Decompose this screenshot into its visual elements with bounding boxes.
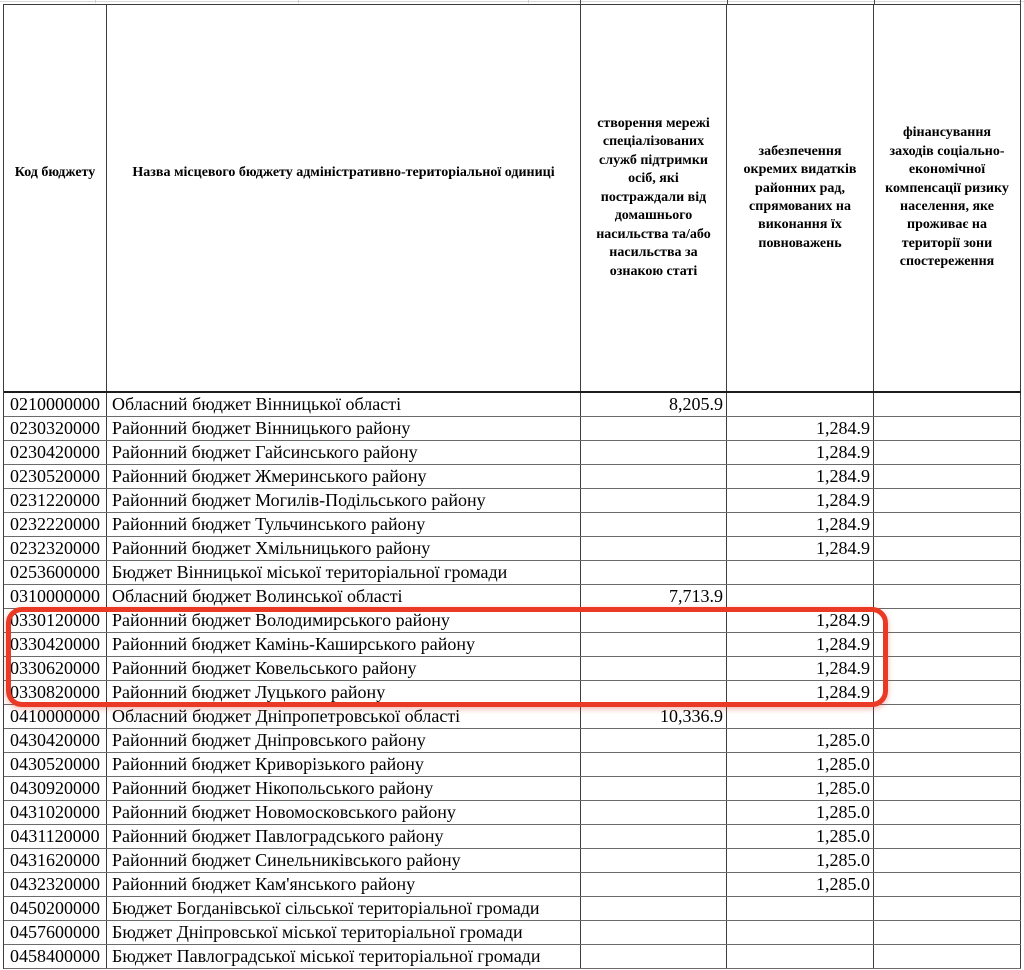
cell-budget-code[interactable]: 0430420000 xyxy=(4,729,107,752)
cell-budget-name[interactable]: Районний бюджет Новомосковського району xyxy=(107,801,581,824)
cell-risk-compensation-amount[interactable] xyxy=(874,489,1021,512)
header-cell-budget-code[interactable] xyxy=(4,5,107,391)
cell-budget-code[interactable]: 0431620000 xyxy=(4,849,107,872)
cell-support-services-amount[interactable] xyxy=(581,945,727,968)
cell-raion-council-amount[interactable]: 1,284.9 xyxy=(727,465,874,488)
cell-budget-code[interactable]: 0430920000 xyxy=(4,777,107,800)
cell-support-services-amount[interactable] xyxy=(581,465,727,488)
table-row-highlighted xyxy=(4,609,1021,633)
cell-budget-code[interactable]: 0330120000 xyxy=(4,609,107,632)
cell-support-services-amount[interactable] xyxy=(581,609,727,632)
gridline-remnant xyxy=(298,0,299,3)
header-cell-risk-compensation[interactable] xyxy=(874,5,1021,391)
cell-budget-code[interactable]: 0450200000 xyxy=(4,897,107,920)
table-body xyxy=(4,393,1021,969)
cell-support-services-amount[interactable] xyxy=(581,777,727,800)
cell-risk-compensation-amount[interactable] xyxy=(874,705,1021,728)
cell-raion-council-amount[interactable] xyxy=(727,393,874,416)
header-label: фінансування заходів соціально-економічної компенсації ризику населення, яке проживає на території зони спостереження xyxy=(885,125,1009,270)
cell-support-services-amount[interactable]: 8,205.9 xyxy=(581,393,727,416)
cell-budget-code[interactable]: 0457600000 xyxy=(4,921,107,944)
cell-support-services-amount[interactable]: 10,336.9 xyxy=(581,705,727,728)
cell-raion-council-amount[interactable]: 1,284.9 xyxy=(727,609,874,632)
cell-risk-compensation-amount[interactable] xyxy=(874,465,1021,488)
cell-budget-name[interactable]: Бюджет Дніпровської міської територіальної громади xyxy=(107,921,581,944)
table-row xyxy=(4,777,1021,801)
cell-raion-council-amount[interactable]: 1,284.9 xyxy=(727,537,874,560)
cell-support-services-amount[interactable] xyxy=(581,801,727,824)
table-row xyxy=(4,465,1021,489)
cell-risk-compensation-amount[interactable] xyxy=(874,513,1021,536)
cell-budget-code[interactable]: 0431020000 xyxy=(4,801,107,824)
table-row xyxy=(4,441,1021,465)
header-cell-raion-council-expenses[interactable] xyxy=(727,5,874,391)
cell-support-services-amount[interactable] xyxy=(581,537,727,560)
cell-risk-compensation-amount[interactable] xyxy=(874,657,1021,680)
cell-raion-council-amount[interactable]: 1,284.9 xyxy=(727,513,874,536)
cell-support-services-amount[interactable] xyxy=(581,513,727,536)
cell-raion-council-amount[interactable]: 1,284.9 xyxy=(727,489,874,512)
cell-budget-code[interactable]: 0330620000 xyxy=(4,657,107,680)
header-label: Код бюджету xyxy=(14,164,96,180)
cell-budget-name[interactable]: Бюджет Богданівської сільської територіальної громади xyxy=(107,897,581,920)
header-cell-support-services[interactable] xyxy=(581,5,727,391)
cell-budget-name[interactable]: Районний бюджет Павлоградського району xyxy=(107,825,581,848)
cell-risk-compensation-amount[interactable] xyxy=(874,921,1021,944)
header-label: забезпечення окремих видатків районних рад, спрямованих на виконання їх повноважень xyxy=(743,143,857,251)
cell-budget-name[interactable]: Районний бюджет Хмільницького району xyxy=(107,537,581,560)
cell-raion-council-amount[interactable]: 1,284.9 xyxy=(727,657,874,680)
cell-raion-council-amount[interactable] xyxy=(727,921,874,944)
table-row xyxy=(4,753,1021,777)
cell-support-services-amount[interactable] xyxy=(581,921,727,944)
cell-risk-compensation-amount[interactable] xyxy=(874,849,1021,872)
cell-budget-code[interactable]: 0232320000 xyxy=(4,537,107,560)
cell-budget-name[interactable]: Районний бюджет Камінь-Каширського району xyxy=(107,633,581,656)
cell-budget-name[interactable]: Районний бюджет Гайсинського району xyxy=(107,441,581,464)
cell-budget-code[interactable]: 0330420000 xyxy=(4,633,107,656)
cell-risk-compensation-amount[interactable] xyxy=(874,681,1021,704)
cell-budget-name[interactable]: Районний бюджет Вінницького району xyxy=(107,417,581,440)
gridline-remnant xyxy=(95,0,96,3)
cell-support-services-amount[interactable] xyxy=(581,729,727,752)
cell-budget-code[interactable]: 0230320000 xyxy=(4,417,107,440)
cell-budget-code[interactable]: 0330820000 xyxy=(4,681,107,704)
table-row xyxy=(4,489,1021,513)
header-cell-budget-name[interactable] xyxy=(107,5,581,391)
cell-support-services-amount[interactable] xyxy=(581,825,727,848)
cell-risk-compensation-amount[interactable] xyxy=(874,945,1021,968)
cell-risk-compensation-amount[interactable] xyxy=(874,417,1021,440)
cell-budget-name[interactable]: Обласний бюджет Вінницької області xyxy=(107,393,581,416)
cell-budget-name[interactable]: Районний бюджет Жмеринського району xyxy=(107,465,581,488)
cell-budget-name[interactable]: Районний бюджет Ковельського району xyxy=(107,657,581,680)
cell-risk-compensation-amount[interactable] xyxy=(874,441,1021,464)
cell-support-services-amount[interactable] xyxy=(581,897,727,920)
cell-risk-compensation-amount[interactable] xyxy=(874,873,1021,896)
cell-support-services-amount[interactable] xyxy=(581,561,727,584)
cell-support-services-amount[interactable] xyxy=(581,849,727,872)
cell-support-services-amount[interactable]: 7,713.9 xyxy=(581,585,727,608)
table-row xyxy=(4,729,1021,753)
cell-risk-compensation-amount[interactable] xyxy=(874,753,1021,776)
cell-risk-compensation-amount[interactable] xyxy=(874,801,1021,824)
table-row-highlighted xyxy=(4,633,1021,657)
cell-raion-council-amount[interactable] xyxy=(727,945,874,968)
cell-budget-name[interactable]: Районний бюджет Нікопольського району xyxy=(107,777,581,800)
table-header-row xyxy=(4,5,1021,393)
cell-raion-council-amount[interactable] xyxy=(727,705,874,728)
table-row-highlighted xyxy=(4,657,1021,681)
cell-support-services-amount[interactable] xyxy=(581,657,727,680)
cell-raion-council-amount[interactable]: 1,285.0 xyxy=(727,825,874,848)
cell-budget-name[interactable]: Районний бюджет Дніпровського району xyxy=(107,729,581,752)
cell-risk-compensation-amount[interactable] xyxy=(874,777,1021,800)
table-row xyxy=(4,897,1021,921)
cell-raion-council-amount[interactable]: 1,284.9 xyxy=(727,681,874,704)
cell-raion-council-amount[interactable]: 1,285.0 xyxy=(727,777,874,800)
cell-budget-code[interactable]: 0232220000 xyxy=(4,513,107,536)
cell-budget-name[interactable]: Районний бюджет Володимирського району xyxy=(107,609,581,632)
table-row xyxy=(4,585,1021,609)
cell-risk-compensation-amount[interactable] xyxy=(874,561,1021,584)
table-row xyxy=(4,561,1021,585)
table-row xyxy=(4,417,1021,441)
cell-support-services-amount[interactable] xyxy=(581,633,727,656)
cell-budget-name[interactable]: Районний бюджет Синельниківського району xyxy=(107,849,581,872)
budget-table xyxy=(3,4,1021,969)
cell-budget-code[interactable]: 0458400000 xyxy=(4,945,107,968)
cell-raion-council-amount[interactable]: 1,285.0 xyxy=(727,873,874,896)
table-row xyxy=(4,513,1021,537)
cell-budget-code[interactable]: 0430520000 xyxy=(4,753,107,776)
cell-raion-council-amount[interactable]: 1,284.9 xyxy=(727,441,874,464)
cell-raion-council-amount[interactable]: 1,285.0 xyxy=(727,801,874,824)
cell-support-services-amount[interactable] xyxy=(581,753,727,776)
cell-support-services-amount[interactable] xyxy=(581,489,727,512)
cell-support-services-amount[interactable] xyxy=(581,417,727,440)
cell-support-services-amount[interactable] xyxy=(581,873,727,896)
cell-risk-compensation-amount[interactable] xyxy=(874,393,1021,416)
table-row xyxy=(4,537,1021,561)
cell-raion-council-amount[interactable]: 1,285.0 xyxy=(727,729,874,752)
cell-support-services-amount[interactable] xyxy=(581,441,727,464)
cell-budget-name[interactable]: Обласний бюджет Дніпропетровської області xyxy=(107,705,581,728)
cell-budget-name[interactable]: Бюджет Павлоградської міської територіальної громади xyxy=(107,945,581,968)
table-row xyxy=(4,945,1021,969)
cell-budget-name[interactable]: Обласний бюджет Волинської області xyxy=(107,585,581,608)
cell-raion-council-amount[interactable] xyxy=(727,561,874,584)
cell-support-services-amount[interactable] xyxy=(581,681,727,704)
cell-risk-compensation-amount[interactable] xyxy=(874,825,1021,848)
cell-risk-compensation-amount[interactable] xyxy=(874,537,1021,560)
header-label: створення мережі спеціалізованих служб підтримки осіб, які постраждали від домашнього насильства та/або насильства за ознакою статі xyxy=(596,115,711,279)
cell-risk-compensation-amount[interactable] xyxy=(874,897,1021,920)
cell-budget-code[interactable]: 0230420000 xyxy=(4,441,107,464)
table-row xyxy=(4,705,1021,729)
cell-budget-code[interactable]: 0230520000 xyxy=(4,465,107,488)
cell-budget-code[interactable]: 0231220000 xyxy=(4,489,107,512)
cell-raion-council-amount[interactable]: 1,284.9 xyxy=(727,633,874,656)
table-row xyxy=(4,849,1021,873)
header-label: Назва місцевого бюджету адміністративно-територіальної одиниці xyxy=(132,164,555,180)
cell-budget-name[interactable]: Районний бюджет Могилів-Подільського району xyxy=(107,489,581,512)
table-row xyxy=(4,825,1021,849)
cell-budget-name[interactable]: Бюджет Вінницької міської територіальної громади xyxy=(107,561,581,584)
table-row xyxy=(4,393,1021,417)
cell-raion-council-amount[interactable]: 1,284.9 xyxy=(727,417,874,440)
table-row xyxy=(4,801,1021,825)
cell-budget-name[interactable]: Районний бюджет Криворізького району xyxy=(107,753,581,776)
cell-budget-code[interactable]: 0431120000 xyxy=(4,825,107,848)
cell-risk-compensation-amount[interactable] xyxy=(874,609,1021,632)
cell-raion-council-amount[interactable] xyxy=(727,585,874,608)
cell-budget-code[interactable]: 0253600000 xyxy=(4,561,107,584)
cell-budget-name[interactable]: Районний бюджет Тульчинського району xyxy=(107,513,581,536)
cell-budget-name[interactable]: Районний бюджет Кам'янського району xyxy=(107,873,581,896)
cell-risk-compensation-amount[interactable] xyxy=(874,729,1021,752)
table-row xyxy=(4,873,1021,897)
gridline-remnant xyxy=(528,0,529,3)
gridline-remnant xyxy=(0,1,1024,2)
cell-risk-compensation-amount[interactable] xyxy=(874,633,1021,656)
cell-raion-council-amount[interactable] xyxy=(727,897,874,920)
cell-budget-code[interactable]: 0210000000 xyxy=(4,393,107,416)
cell-budget-name[interactable]: Районний бюджет Луцького району xyxy=(107,681,581,704)
cell-risk-compensation-amount[interactable] xyxy=(874,585,1021,608)
cell-budget-code[interactable]: 0432320000 xyxy=(4,873,107,896)
table-row xyxy=(4,921,1021,945)
cell-budget-code[interactable]: 0310000000 xyxy=(4,585,107,608)
cell-raion-council-amount[interactable]: 1,285.0 xyxy=(727,753,874,776)
cell-budget-code[interactable]: 0410000000 xyxy=(4,705,107,728)
table-row-highlighted xyxy=(4,681,1021,705)
cell-raion-council-amount[interactable]: 1,285.0 xyxy=(727,849,874,872)
